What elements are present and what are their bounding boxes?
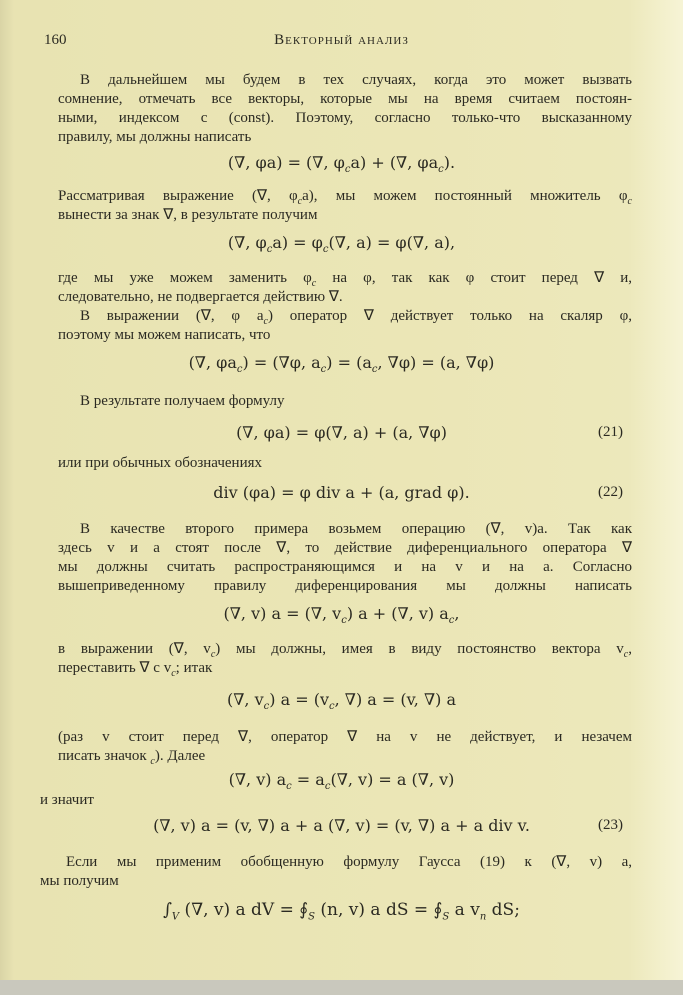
text-line: и значит xyxy=(40,792,94,808)
text-line: писать значок $_c$). Далее xyxy=(58,748,206,767)
subscript: c xyxy=(286,781,292,793)
text-line: ными, индексом c (const). Поэтому, согласно только-что высказанному xyxy=(58,110,632,126)
text-line: мы должны считать распространяющимся и на v и на a. Согласно xyxy=(58,559,632,575)
text-line: или при обычных обозначениях xyxy=(58,455,263,471)
equation: (∇, v) $a_c = a_c(\nabla$, v) = a (∇, v) xyxy=(228,770,455,793)
subscript: c xyxy=(171,668,176,679)
text-line: В качестве второго примера возьмем операцию (∇, v)a. Так как xyxy=(80,521,632,537)
text-line: В результате получаем формулу xyxy=(80,393,285,409)
text-line: вышеприведенному правилу диференцирования мы должны написать xyxy=(58,578,632,594)
subscript: c xyxy=(320,364,327,376)
equation: (∇, $\varphi_ca) = \varphi_c(\nabla$, a) = φ(∇, a), xyxy=(227,233,456,256)
equation-number: (21) xyxy=(598,424,623,440)
subscript: c xyxy=(328,701,335,713)
text-line: Если мы применим обобщенную формулу Гаусса (19) к (∇, v) a, xyxy=(66,854,632,870)
equation-number: (22) xyxy=(598,484,623,500)
subscript: S xyxy=(442,911,450,923)
text-line: Рассматривая выражение (∇, $\varphi_ca$), мы можем постоянный множитель $\varphi_c$ xyxy=(58,188,632,207)
text-line: мы получим xyxy=(40,873,119,889)
subscript: n xyxy=(479,911,487,923)
text-line: В дальнейшем мы будем в тех случаях, когда это может вызвать xyxy=(80,72,632,88)
text-line: сомнение, отмечать все векторы, которые мы на время считаем постоян- xyxy=(58,91,632,107)
subscript: c xyxy=(371,364,378,376)
text-line: правилу, мы должны написать xyxy=(58,129,252,145)
equation: (∇, $v_c$) $a = (v_c$, ∇) a = (v, ∇) a xyxy=(227,690,456,713)
subscript: c xyxy=(263,701,270,713)
text-line: в выражении (∇, $v_c$) мы должны, имея в виду постоянство вектора $v_c$, xyxy=(58,641,632,660)
subscript: c xyxy=(266,244,273,256)
equation-22: div (φa) = φ div a + (a, grad φ). xyxy=(213,483,470,502)
subscript: c xyxy=(236,364,243,376)
subscript: c xyxy=(627,196,632,207)
subscript: c xyxy=(311,278,317,289)
equation-number: (23) xyxy=(598,817,623,833)
subscript: c xyxy=(263,316,268,327)
equation: (∇, $\varphi a_c) = (\nabla\varphi$, $a_c) = (a_c$, ∇φ) = (a, ∇φ) xyxy=(188,353,495,376)
subscript: c xyxy=(341,615,347,627)
equation: (∇, φa) = (∇, $\varphi_ca$) + (∇, $\varphi a_c$). xyxy=(227,153,456,176)
subscript: c xyxy=(150,756,155,767)
text-line: переставить ∇ с $v_c$; итак xyxy=(58,660,213,679)
page-number: 160 xyxy=(44,32,67,48)
text-line: вынести за знак ∇, в результате получим xyxy=(58,207,318,223)
subscript: c xyxy=(297,196,303,207)
text-line: (раз v стоит перед ∇, оператор ∇ на v не действует, и незачем xyxy=(58,729,632,745)
text-line: поэтому мы можем написать, что xyxy=(58,327,271,343)
subscript: c xyxy=(344,164,351,176)
running-title: Векторный анализ xyxy=(274,32,409,48)
subscript: c xyxy=(448,615,455,627)
text-line: здесь v и a стоят после ∇, то действие диференциального оператора ∇ xyxy=(58,540,632,556)
subscript: c xyxy=(623,649,629,660)
subscript: V xyxy=(171,911,180,923)
subscript: c xyxy=(210,649,216,660)
text-line: В выражении (∇, φ $a_c$) оператор ∇ действует только на скаляр φ, xyxy=(80,308,632,327)
scan-border xyxy=(0,980,683,995)
text-line: следовательно, не подвергается действию ∇. xyxy=(58,289,343,305)
subscript: S xyxy=(308,911,315,923)
equation: (∇, v) a = (∇, $v_c$) a + (∇, v) $a_c$, xyxy=(223,604,460,627)
subscript: c xyxy=(322,244,329,256)
text-line: где мы уже можем заменить $\varphi_c$ на φ, так как φ стоит перед ∇ и, xyxy=(58,270,632,289)
equation-integral: $\int_V$ (∇, v) a dV = $∮_S$ (n, v) a dS = $∮_S$ a $v_n$ dS; xyxy=(163,900,520,923)
equation-21: (∇, φa) = φ(∇, a) + (a, ∇φ) xyxy=(236,423,447,442)
subscript: c xyxy=(438,164,444,176)
subscript: c xyxy=(324,781,331,793)
equation-23: (∇, v) a = (v, ∇) a + a (∇, v) = (v, ∇) a + a div v. xyxy=(153,816,530,835)
